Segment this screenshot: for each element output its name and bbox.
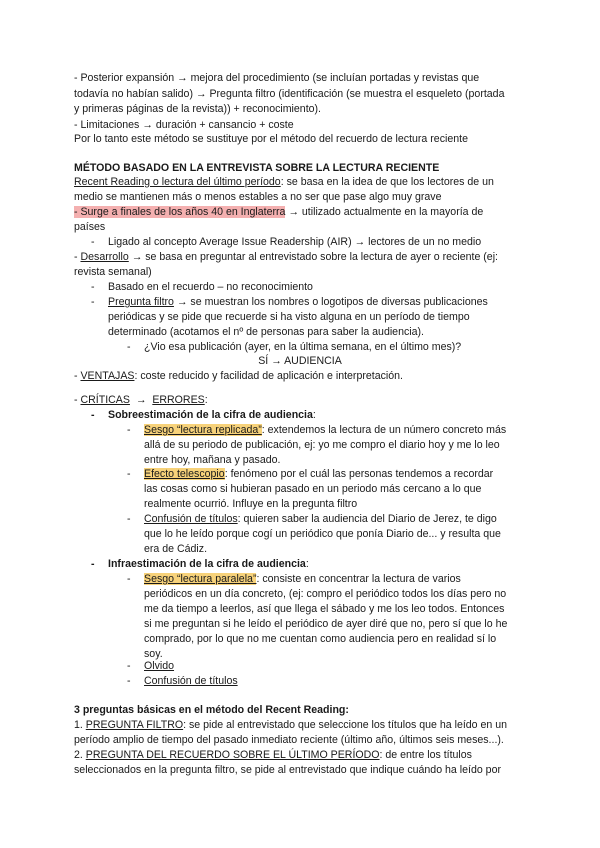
pregunta-1-line-2: período amplio de tiempo del pasado inmediato reciente (último año, últimos seis meses...). <box>74 734 504 746</box>
olvido-line: Olvido <box>144 660 175 672</box>
paralela-line-4: si me preguntan si he leído el periódico de ayer diré que no, pero sí que lo he <box>144 618 508 630</box>
criticas-colon: : <box>204 394 208 406</box>
ligado-line: Ligado al concepto Average Issue Readership (AIR) → lectores de un no medio <box>108 236 482 248</box>
bullet-dash: - <box>91 409 95 421</box>
pregunta-filtro-text: → se muestran los nombres o logotipos de diversas publicaciones <box>173 296 488 308</box>
telescopio-term: Efecto telescopio <box>144 468 225 480</box>
section-heading-preguntas: 3 preguntas básicas en el método del Recent Reading: <box>74 704 349 716</box>
bullet-dash: - <box>127 468 131 480</box>
bullet-dash: - <box>91 558 95 570</box>
surge-highlight: - Surge a finales de los años 40 en Inglaterra <box>74 206 286 218</box>
confusion-line-1 <box>144 513 497 526</box>
infraestimacion-label: Infraestimación de la cifra de audiencia <box>108 558 306 570</box>
paralela-text: : consiste en concentrar la lectura de varios <box>256 573 461 585</box>
replicada-text: : extendemos la lectura de un número concreto más <box>261 424 507 436</box>
pregunta-1-line-1 <box>74 719 507 732</box>
paralela-line-6: soy. <box>144 648 163 660</box>
recent-reading-line-2: medio se mantienen más o menos estables a no ser que pase algo muy grave <box>74 191 442 203</box>
section-heading-recent-reading: MÉTODO BASADO EN LA ENTREVISTA SOBRE LA LECTURA RECIENTE <box>74 162 440 174</box>
paralela-line-3: me da tiempo a leerlos, así que llega el sábado y me los leo todos. Entonces <box>144 603 505 615</box>
telescopio-text: : fenómeno por el cuál las personas tendemos a recordar <box>224 468 494 480</box>
telescopio-line-3: realmente ocurrió. Influye en la pregunta filtro <box>144 498 358 510</box>
criticas-prefix: - <box>74 394 81 406</box>
si-audiencia-line: SÍ → AUDIENCIA <box>258 355 342 367</box>
telescopio-line-2: las cosas como si hubieran pasado en un periodo más cercano a lo que <box>144 483 482 495</box>
recent-reading-line-1 <box>74 176 494 189</box>
confusion-line-2: que lo he leído porque cogí un periódico que ponía Diario de... y resulta que <box>144 528 501 540</box>
bullet-dash: - <box>127 660 131 672</box>
paralela-term: Sesgo “lectura paralela” <box>144 573 257 585</box>
criticas-term: CRÍTICAS <box>80 394 130 406</box>
surge-line-1 <box>74 206 483 219</box>
intro-line-2: todavía no habían salido) → Pregunta filtro (identificación (se muestra el esqueleto (portada <box>74 88 505 100</box>
bullet-dash: - <box>91 281 95 293</box>
intro-line-4: - Limitaciones → duración + cansancio + coste <box>74 119 294 131</box>
surge-line-2: países <box>74 221 106 233</box>
bullet-dash: - <box>127 675 131 687</box>
bullet-dash: - <box>127 424 131 436</box>
pregunta-1-term: PREGUNTA FILTRO <box>85 719 184 731</box>
pregunta-2-line-1 <box>74 749 472 762</box>
pregunta-2-text: : de entre los títulos <box>379 749 472 761</box>
sobreestimacion-label: Sobreestimación de la cifra de audiencia <box>108 409 313 421</box>
pregunta-2-number: 2. <box>74 749 86 761</box>
errores-term: ERRORES <box>152 394 205 406</box>
paralela-line-1 <box>144 573 461 586</box>
vio-question-line: ¿Vio esa publicación (ayer, en la última semana, en el último mes)? <box>144 341 462 353</box>
replicada-line-2: allá de su periodo de publicación, ej: yo me compro el diario hoy y me lo leo <box>144 439 500 451</box>
bullet-dash: - <box>127 341 131 353</box>
pregunta-2-line-2: seleccionados en la pregunta filtro, se pide al entrevistado que indique cuándo ha leído por <box>74 764 501 776</box>
replicada-line-3: entre hoy, mañana y pasado. <box>144 454 281 466</box>
bullet-dash: - <box>127 573 131 585</box>
pregunta-filtro-line-2: periódicas y se pide que recuerde si ha visto alguna en un período de tiempo <box>108 311 470 323</box>
pregunta-filtro-line-3: determinado (acotamos el nº de personas para saber la audiencia). <box>108 326 424 338</box>
desarrollo-line-1 <box>74 251 498 264</box>
recent-reading-text: : se basa en la idea de que los lectores de un <box>280 176 494 188</box>
surge-text: → utilizado actualmente en la mayoría de <box>285 206 484 218</box>
confusion-titulos-line: Confusión de títulos <box>144 675 238 687</box>
paralela-line-2: periódicos en un día concreto, (ej: compro el periódico todos los días pero no <box>144 588 507 600</box>
criticas-arrow: → <box>129 394 153 406</box>
bullet-dash: - <box>91 236 95 248</box>
desarrollo-line-2: revista semanal) <box>74 266 152 278</box>
desarrollo-prefix: - <box>74 251 81 263</box>
replicada-term: Sesgo “lectura replicada” <box>144 424 262 436</box>
ventajas-text: : coste reducido y facilidad de aplicación e interpretación. <box>134 370 403 382</box>
confusion-text: : quieren saber la audiencia del Diario de Jerez, te digo <box>237 513 497 525</box>
desarrollo-text: → se basa en preguntar al entrevistado sobre la lectura de ayer o reciente (ej: <box>128 251 498 263</box>
paralela-line-5: comprado, por lo que no me cuentan como audiencia pero en realidad sí lo <box>144 633 497 645</box>
ventajas-line <box>74 370 403 383</box>
intro-line-5: Por lo tanto este método se sustituye por el método del recuerdo de lectura reciente <box>74 133 468 145</box>
replicada-line-1 <box>144 424 506 437</box>
confusion-line-3: era de Cádiz. <box>144 543 208 555</box>
pregunta-filtro-line-1 <box>108 296 488 309</box>
basado-line: Basado en el recuerdo – no reconocimiento <box>108 281 313 293</box>
pregunta-1-number: 1. <box>74 719 86 731</box>
intro-line-1: - Posterior expansión → mejora del procedimiento (se incluían portadas y revistas que <box>74 72 480 84</box>
telescopio-line-1 <box>144 468 493 481</box>
infraestimacion-colon: : <box>305 558 309 570</box>
criticas-line <box>74 394 208 407</box>
bullet-dash: - <box>127 513 131 525</box>
ventajas-term: VENTAJAS <box>80 370 135 382</box>
intro-line-3: y primeras páginas de la revista)) + reconocimiento). <box>74 103 321 115</box>
desarrollo-term: Desarrollo <box>80 251 129 263</box>
pregunta-2-term: PREGUNTA DEL RECUERDO SOBRE EL ÚLTIMO PERÍODO <box>85 749 380 761</box>
pregunta-filtro-term: Pregunta filtro <box>108 296 174 308</box>
infraestimacion-heading <box>108 558 309 571</box>
ventajas-prefix: - <box>74 370 81 382</box>
sobreestimacion-colon: : <box>312 409 316 421</box>
recent-reading-term: Recent Reading o lectura del último período <box>74 176 281 188</box>
pregunta-1-text: : se pide al entrevistado que seleccione los títulos que ha leído en un <box>183 719 508 731</box>
confusion-term: Confusión de títulos <box>144 513 238 525</box>
sobreestimacion-heading <box>108 409 316 422</box>
bullet-dash: - <box>91 296 95 308</box>
